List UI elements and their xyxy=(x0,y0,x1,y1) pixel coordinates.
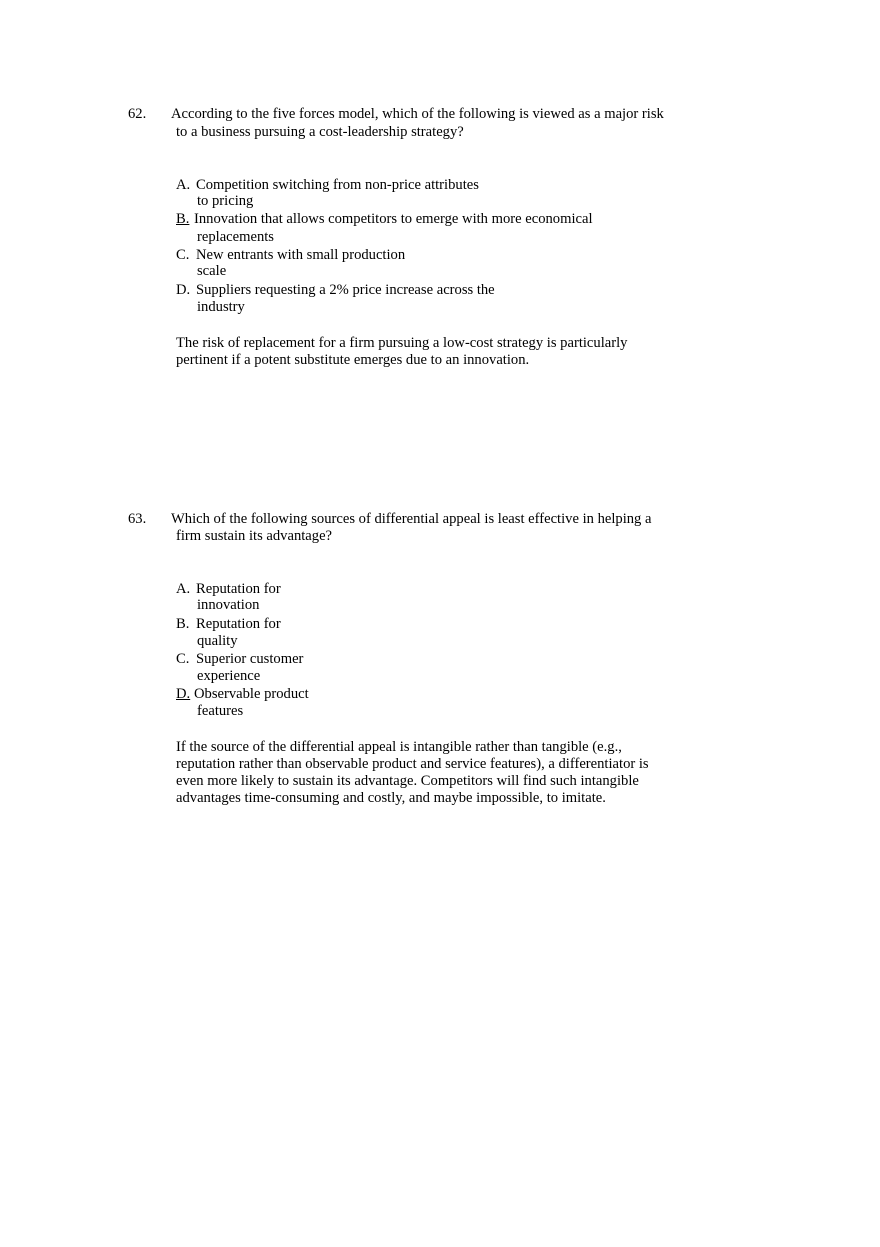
question-number: 63. xyxy=(128,511,147,527)
option-text-line-1: Suppliers requesting a 2% price increase across the xyxy=(196,282,495,298)
explanation-line: advantages time-consuming and costly, and maybe impossible, to imitate. xyxy=(176,790,606,806)
option-c-text-line-2: experience xyxy=(197,668,261,684)
explanation-line: The risk of replacement for a firm pursuing a low-cost strategy is particularly xyxy=(176,335,628,351)
option-c-text-line-2: scale xyxy=(197,263,227,279)
explanation-line: pertinent if a potent substitute emerges due to an innovation. xyxy=(176,352,530,368)
option-c xyxy=(176,247,405,264)
question-prompt-line-1: According to the five forces model, which of the following is viewed as a major risk xyxy=(171,106,664,122)
option-d-text-line-2: industry xyxy=(197,299,245,315)
option-letter: B. xyxy=(176,616,190,632)
question-number: 62. xyxy=(128,106,147,122)
option-b-text-line-2: replacements xyxy=(197,229,274,245)
option-letter: D. xyxy=(176,282,191,298)
option-letter: C. xyxy=(176,651,190,667)
option-a xyxy=(176,581,281,598)
option-text-line-1: Competition switching from non-price attributes xyxy=(196,177,479,193)
question-prompt-line-2: firm sustain its advantage? xyxy=(176,528,333,544)
explanation-line: reputation rather than observable product and service features), a differentiator is xyxy=(176,756,649,772)
option-letter: A. xyxy=(176,177,191,193)
option-letter-correct: D. xyxy=(176,686,191,702)
option-a xyxy=(176,177,479,194)
option-letter: C. xyxy=(176,247,190,263)
option-d xyxy=(176,282,495,299)
explanation-line: If the source of the differential appeal is intangible rather than tangible (e.g., xyxy=(176,739,622,755)
option-b xyxy=(176,616,281,633)
option-c xyxy=(176,651,303,668)
explanation-line: even more likely to sustain its advantage. Competitors will find such intangible xyxy=(176,773,639,789)
option-text-line-1: Reputation for xyxy=(196,581,281,597)
option-letter: A. xyxy=(176,581,191,597)
option-text-line-1: New entrants with small production xyxy=(196,247,406,263)
option-a-text-line-2: to pricing xyxy=(197,193,254,209)
question-prompt-line-1: Which of the following sources of differential appeal is least effective in helping a xyxy=(171,511,652,527)
option-b-correct xyxy=(176,211,593,228)
option-letter-correct: B. xyxy=(176,211,190,227)
option-d-correct xyxy=(176,686,309,703)
option-text-line-1: Reputation for xyxy=(196,616,281,632)
option-text-line-1: Superior customer xyxy=(196,651,304,667)
option-d-text-line-2: features xyxy=(197,703,244,719)
option-a-text-line-2: innovation xyxy=(197,597,260,613)
option-text-line-1: Observable product xyxy=(194,686,309,702)
question-prompt-line-2: to a business pursuing a cost-leadership strategy? xyxy=(176,124,464,140)
option-b-text-line-2: quality xyxy=(197,633,238,649)
option-text-line-1: Innovation that allows competitors to emerge with more economical xyxy=(194,211,593,227)
